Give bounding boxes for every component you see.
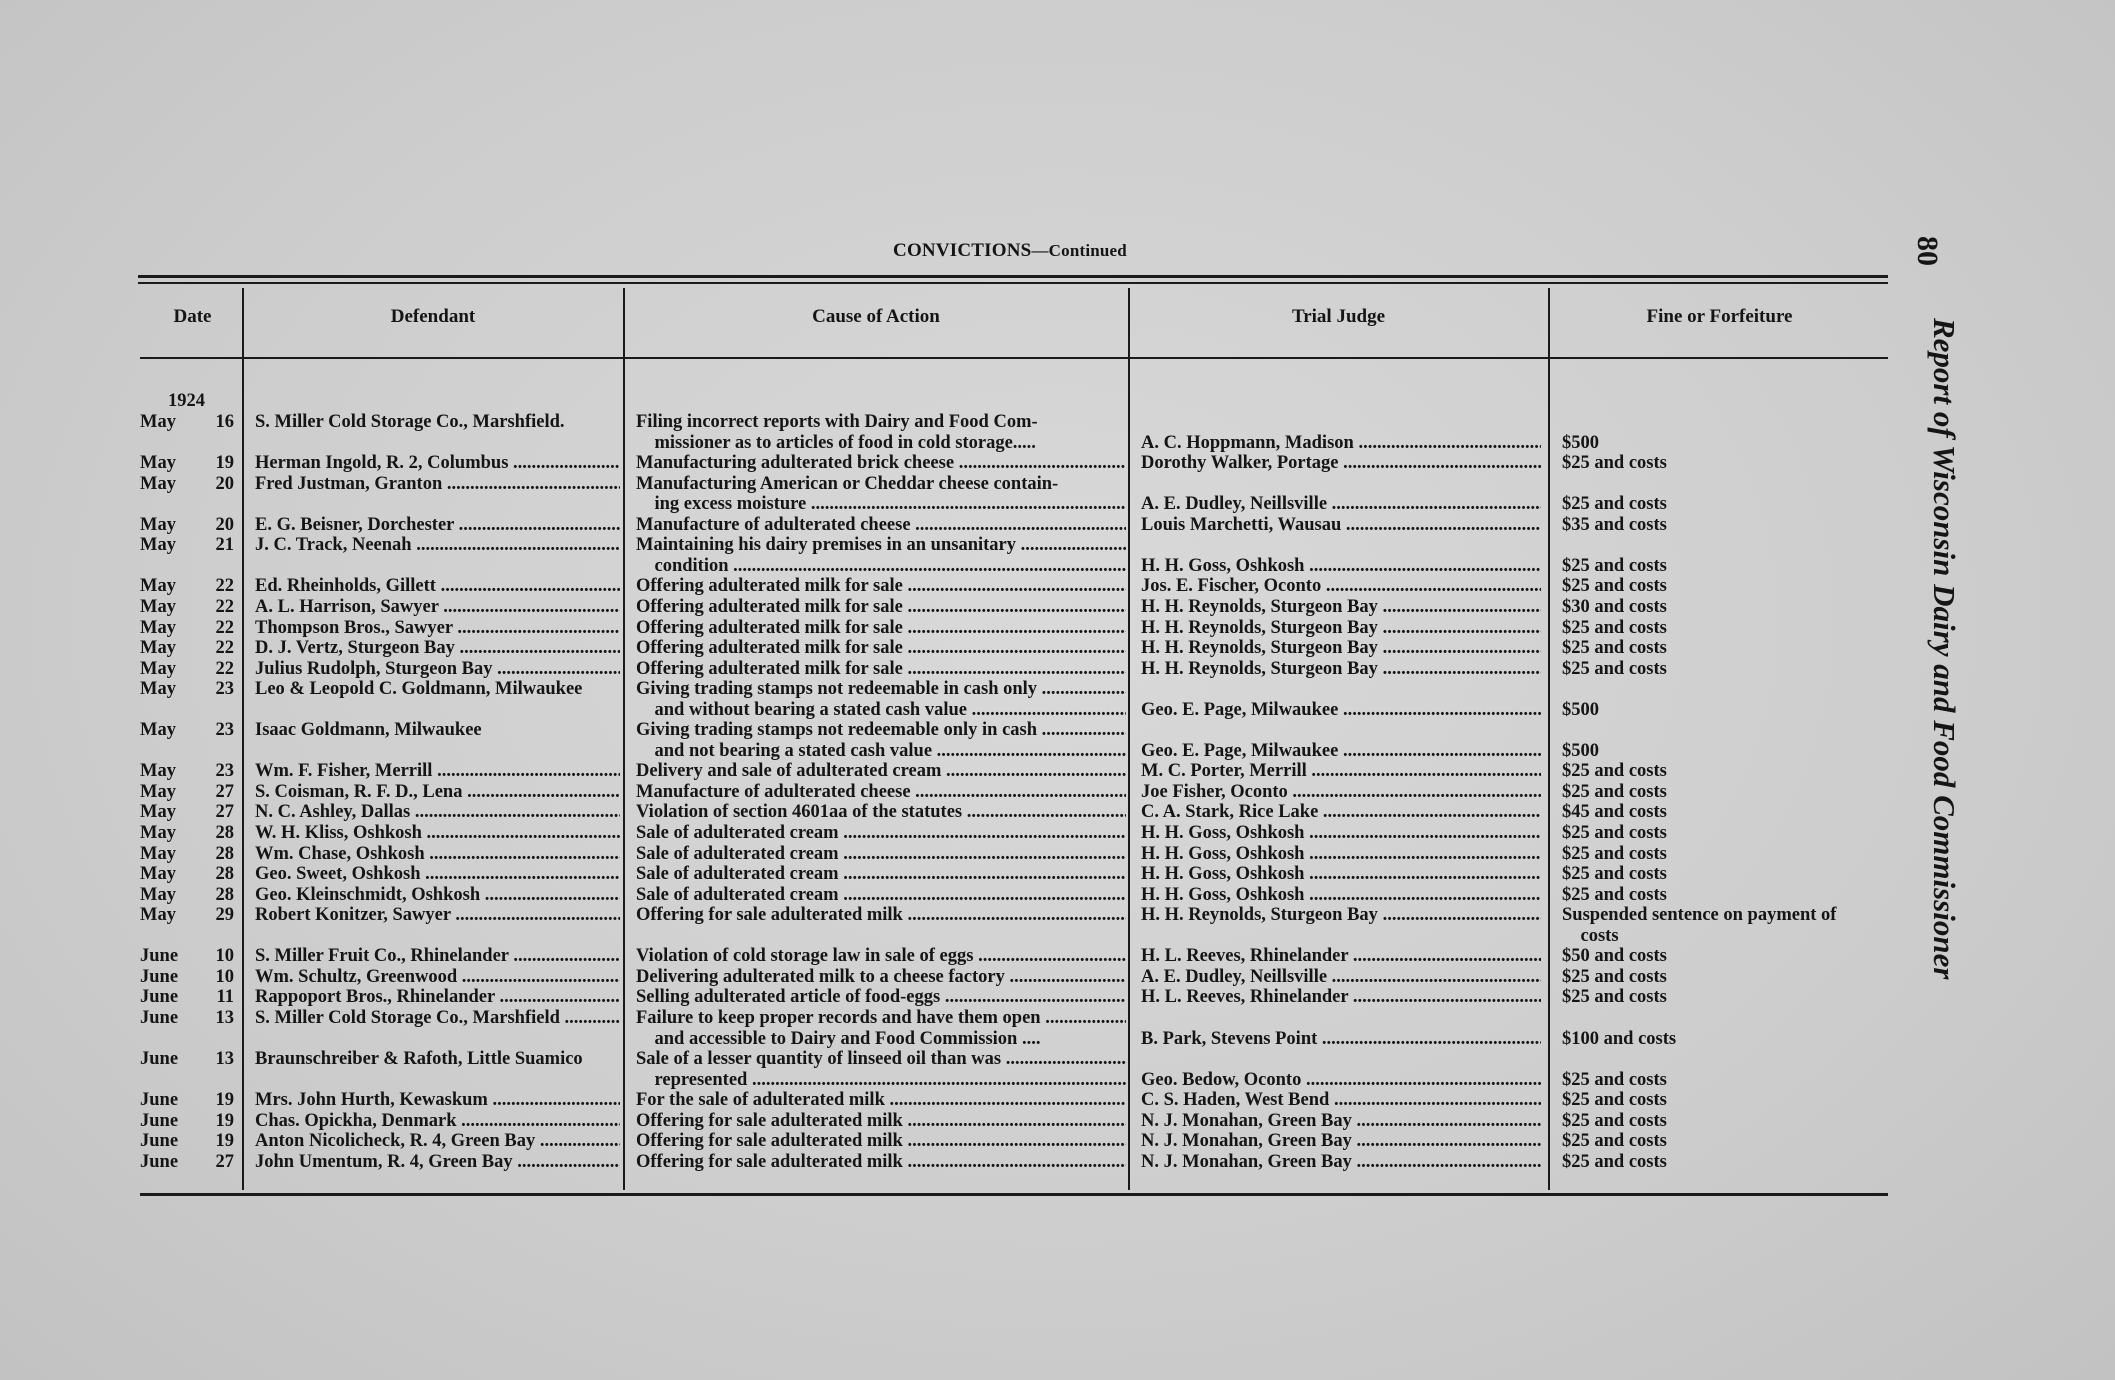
defendant-cell: Robert Konitzer, Sawyer ..... xyxy=(255,905,620,926)
fine-cell: $25 and costs xyxy=(1562,453,1667,474)
cause-cell: Manufacturing American or Cheddar cheese contain- xyxy=(636,473,1059,494)
date-day: 22 xyxy=(215,576,234,597)
date-month: May xyxy=(140,905,176,926)
date-month: June xyxy=(140,966,179,987)
cause-cell: Selling adulterated article of food-eggs ..... xyxy=(636,987,1126,1008)
date-day: 23 xyxy=(215,679,234,700)
date-day: 19 xyxy=(215,1110,234,1131)
table-row xyxy=(0,987,2115,1008)
date-day: 28 xyxy=(215,864,234,885)
judge-cell: Geo. E. Page, Milwaukee ..... xyxy=(1141,741,1541,762)
table-row xyxy=(0,967,2115,988)
fine-cell: $25 and costs xyxy=(1562,658,1667,679)
table-row xyxy=(0,823,2115,844)
cause-cell: Delivering adulterated milk to a cheese factory ..... xyxy=(636,967,1126,988)
date-month: May xyxy=(140,473,176,494)
cause-cell: Filing incorrect reports with Dairy and Food Com- xyxy=(636,412,1038,432)
cause-cell: Manufacture of adulterated cheese ..... xyxy=(636,515,1126,536)
judge-cell: Dorothy Walker, Portage ..... xyxy=(1141,453,1541,474)
date-month: May xyxy=(140,576,176,597)
date-day: 27 xyxy=(215,1151,234,1172)
judge-cell: H. H. Goss, Oshkosh ..... xyxy=(1141,844,1541,865)
fine-cell: $25 and costs xyxy=(1562,1090,1667,1111)
table-row xyxy=(0,679,2115,700)
judge-cell: H. H. Reynolds, Sturgeon Bay ..... xyxy=(1141,659,1541,680)
date-day: 28 xyxy=(215,884,234,905)
table-row xyxy=(0,720,2115,741)
defendant-cell: D. J. Vertz, Sturgeon Bay ..... xyxy=(255,638,620,659)
title-text: CONVICTIONS xyxy=(893,240,1032,261)
fine-cell: $500 xyxy=(1562,699,1599,720)
date-month: May xyxy=(140,596,176,617)
date-month: June xyxy=(140,1090,179,1111)
cause-cell: and without bearing a stated cash value ..... xyxy=(636,700,1126,721)
fine-cell: $45 and costs xyxy=(1562,802,1667,823)
date-month: June xyxy=(140,946,179,967)
date-month: May xyxy=(140,761,176,782)
date-day: 16 xyxy=(215,412,234,432)
cause-cell: Offering for sale adulterated milk ..... xyxy=(636,905,1126,926)
date-day: 20 xyxy=(215,473,234,494)
defendant-cell: J. C. Track, Neenah ..... xyxy=(255,535,620,556)
date-day: 23 xyxy=(215,761,234,782)
fine-cell: $25 and costs xyxy=(1562,1069,1667,1090)
date-month: May xyxy=(140,864,176,885)
fine-cell: $30 and costs xyxy=(1562,596,1667,617)
table-row xyxy=(0,433,2115,454)
table-row xyxy=(0,782,2115,803)
defendant-cell: S. Miller Fruit Co., Rhinelander ..... xyxy=(255,946,620,967)
date-day: 21 xyxy=(215,535,234,556)
table-row xyxy=(0,926,2115,947)
table-row xyxy=(0,905,2115,926)
defendant-cell: Geo. Kleinschmidt, Oshkosh ..... xyxy=(255,885,620,906)
date-day: 11 xyxy=(216,987,234,1008)
table-row xyxy=(0,700,2115,721)
judge-cell: Joe Fisher, Oconto ..... xyxy=(1141,782,1541,803)
date-day: 22 xyxy=(215,658,234,679)
table-row xyxy=(0,515,2115,536)
top-rule xyxy=(138,275,1888,278)
date-month: May xyxy=(140,781,176,802)
judge-cell: H. L. Reeves, Rhinelander ..... xyxy=(1141,946,1541,967)
date-day: 22 xyxy=(215,617,234,638)
table-row xyxy=(0,474,2115,495)
judge-cell: M. C. Porter, Merrill ..... xyxy=(1141,761,1541,782)
fine-cell: $25 and costs xyxy=(1562,781,1667,802)
cause-cell: Offering adulterated milk for sale ..... xyxy=(636,659,1126,680)
date-month: May xyxy=(140,802,176,823)
judge-cell: H. H. Reynolds, Sturgeon Bay ..... xyxy=(1141,618,1541,639)
year-label: 1924 xyxy=(168,391,205,411)
cause-cell: missioner as to articles of food in cold storage..... xyxy=(636,432,1036,453)
table-row xyxy=(0,885,2115,906)
table-row xyxy=(0,1111,2115,1132)
fine-cell: $25 and costs xyxy=(1562,761,1667,782)
defendant-cell: Rappoport Bros., Rhinelander ..... xyxy=(255,987,620,1008)
top-rule-2 xyxy=(138,282,1888,284)
defendant-cell: Wm. F. Fisher, Merrill ..... xyxy=(255,761,620,782)
date-month: May xyxy=(140,514,176,535)
defendant-cell: A. L. Harrison, Sawyer ..... xyxy=(255,597,620,618)
fine-cell: $25 and costs xyxy=(1562,576,1667,597)
judge-cell: A. E. Dudley, Neillsville ..... xyxy=(1141,967,1541,988)
fine-cell: costs xyxy=(1562,925,1619,946)
judge-cell: Geo. Bedow, Oconto ..... xyxy=(1141,1070,1541,1091)
defendant-cell: Wm. Chase, Oshkosh ..... xyxy=(255,844,620,865)
date-month: June xyxy=(140,1049,179,1070)
date-day: 22 xyxy=(215,638,234,659)
cause-cell: Offering adulterated milk for sale ..... xyxy=(636,618,1126,639)
cause-cell: Sale of adulterated cream ..... xyxy=(636,885,1126,906)
page-title xyxy=(810,240,1210,262)
table-row xyxy=(0,802,2115,823)
defendant-cell: S. Miller Cold Storage Co., Marshfield ..... xyxy=(255,1008,620,1029)
judge-cell: Louis Marchetti, Wausau ..... xyxy=(1141,515,1541,536)
date-month: May xyxy=(140,453,176,474)
date-month: May xyxy=(140,823,176,843)
judge-cell: C. A. Stark, Rice Lake ..... xyxy=(1141,802,1541,823)
defendant-cell: S. Coisman, R. F. D., Lena ..... xyxy=(255,782,620,803)
table-row xyxy=(0,576,2115,597)
date-month: May xyxy=(140,720,176,741)
date-day: 28 xyxy=(215,843,234,864)
cause-cell: Sale of adulterated cream ..... xyxy=(636,823,1126,844)
judge-cell: N. J. Monahan, Green Bay ..... xyxy=(1141,1111,1541,1132)
header-defendant: Defendant xyxy=(390,306,476,327)
running-title: Report of Wisconsin Dairy and Food Commissioner xyxy=(1927,318,1962,980)
date-month: May xyxy=(140,617,176,638)
fine-cell: $25 and costs xyxy=(1562,494,1667,515)
fine-cell: $25 and costs xyxy=(1562,864,1667,885)
fine-cell: $100 and costs xyxy=(1562,1028,1677,1049)
table-row xyxy=(0,844,2115,865)
date-month: June xyxy=(140,987,179,1008)
fine-cell: $25 and costs xyxy=(1562,1151,1667,1172)
cause-cell: Offering adulterated milk for sale ..... xyxy=(636,638,1126,659)
fine-cell: $25 and costs xyxy=(1562,638,1667,659)
fine-cell: $35 and costs xyxy=(1562,514,1667,535)
bottom-rule xyxy=(140,1193,1888,1196)
header-rule xyxy=(140,357,1888,359)
judge-cell: N. J. Monahan, Green Bay ..... xyxy=(1141,1152,1541,1173)
fine-cell: $25 and costs xyxy=(1562,823,1667,843)
date-month: May xyxy=(140,884,176,905)
date-day: 22 xyxy=(215,596,234,617)
table-row xyxy=(0,1049,2115,1070)
date-month: May xyxy=(140,843,176,864)
table-row xyxy=(0,1090,2115,1111)
judge-cell: Geo. E. Page, Milwaukee ..... xyxy=(1141,700,1541,721)
date-day: 29 xyxy=(215,905,234,926)
defendant-cell: S. Miller Cold Storage Co., Marshfield. xyxy=(255,412,565,432)
defendant-cell: N. C. Ashley, Dallas ..... xyxy=(255,802,620,823)
date-month: May xyxy=(140,658,176,679)
date-month: May xyxy=(140,412,176,432)
table-row xyxy=(0,741,2115,762)
defendant-cell: Chas. Opickha, Denmark ..... xyxy=(255,1111,620,1132)
cause-cell: Offering adulterated milk for sale ..... xyxy=(636,597,1126,618)
cause-cell: and accessible to Dairy and Food Commission .... xyxy=(636,1028,1041,1049)
cause-cell: Offering for sale adulterated milk ..... xyxy=(636,1152,1126,1173)
cause-cell: Violation of section 4601aa of the statutes ..... xyxy=(636,802,1126,823)
fine-cell: $25 and costs xyxy=(1562,555,1667,576)
table-row xyxy=(0,864,2115,885)
date-month: May xyxy=(140,535,176,556)
fine-cell: $25 and costs xyxy=(1562,966,1667,987)
date-month: June xyxy=(140,1151,179,1172)
fine-cell: $25 and costs xyxy=(1562,987,1667,1008)
judge-cell: Jos. E. Fischer, Oconto ..... xyxy=(1141,576,1541,597)
date-day: 20 xyxy=(215,514,234,535)
date-month: June xyxy=(140,1007,179,1028)
cause-cell: Sale of adulterated cream ..... xyxy=(636,844,1126,865)
table-row xyxy=(0,453,2115,474)
defendant-cell: Wm. Schultz, Greenwood ..... xyxy=(255,967,620,988)
defendant-cell: Anton Nicolicheck, R. 4, Green Bay ..... xyxy=(255,1131,620,1152)
date-month: June xyxy=(140,1131,179,1152)
judge-cell: H. H. Goss, Oshkosh ..... xyxy=(1141,823,1541,844)
cause-cell: Sale of a lesser quantity of linseed oil than was ..... xyxy=(636,1049,1126,1070)
cause-cell: condition ..... xyxy=(636,556,1126,577)
cause-cell: Offering for sale adulterated milk ..... xyxy=(636,1131,1126,1152)
date-day: 13 xyxy=(215,1007,234,1028)
judge-cell: H. H. Reynolds, Sturgeon Bay ..... xyxy=(1141,638,1541,659)
defendant-cell: Herman Ingold, R. 2, Columbus ..... xyxy=(255,453,620,474)
fine-cell: $50 and costs xyxy=(1562,946,1667,967)
judge-cell: B. Park, Stevens Point ..... xyxy=(1141,1029,1541,1050)
table-row xyxy=(0,638,2115,659)
table-row xyxy=(0,946,2115,967)
defendant-cell: Mrs. John Hurth, Kewaskum ..... xyxy=(255,1090,620,1111)
defendant-cell: Leo & Leopold C. Goldmann, Milwaukee xyxy=(255,679,583,700)
cause-cell: For the sale of adulterated milk ..... xyxy=(636,1090,1126,1111)
cause-cell: and not bearing a stated cash value ..... xyxy=(636,741,1126,762)
judge-cell: N. J. Monahan, Green Bay ..... xyxy=(1141,1131,1541,1152)
judge-cell: H. H. Goss, Oshkosh ..... xyxy=(1141,864,1541,885)
table-row xyxy=(0,556,2115,577)
page-number: 80 xyxy=(1911,236,1944,266)
cause-cell: Manufacturing adulterated brick cheese ..... xyxy=(636,453,1126,474)
judge-cell: H. H. Reynolds, Sturgeon Bay ..... xyxy=(1141,905,1541,926)
table-row xyxy=(0,618,2115,639)
date-month: May xyxy=(140,638,176,659)
defendant-cell: Julius Rudolph, Sturgeon Bay ..... xyxy=(255,659,620,680)
date-day: 27 xyxy=(215,781,234,802)
date-day: 10 xyxy=(215,946,234,967)
cause-cell: Violation of cold storage law in sale of eggs ..... xyxy=(636,946,1126,967)
defendant-cell: W. H. Kliss, Oshkosh ..... xyxy=(255,823,620,844)
table-row xyxy=(0,412,2115,433)
fine-cell: $25 and costs xyxy=(1562,617,1667,638)
table-row xyxy=(0,761,2115,782)
judge-cell: H. H. Goss, Oshkosh ..... xyxy=(1141,556,1541,577)
cause-cell: Maintaining his dairy premises in an unsanitary ..... xyxy=(636,535,1126,556)
defendant-cell: Geo. Sweet, Oshkosh ..... xyxy=(255,864,620,885)
date-day: 19 xyxy=(215,1131,234,1152)
fine-cell: $25 and costs xyxy=(1562,843,1667,864)
table-row xyxy=(0,494,2115,515)
table-row xyxy=(0,535,2115,556)
table-row xyxy=(0,1131,2115,1152)
cause-cell: Sale of adulterated cream ..... xyxy=(636,864,1126,885)
date-day: 27 xyxy=(215,802,234,823)
header-judge: Trial Judge xyxy=(1291,306,1386,327)
judge-cell: A. E. Dudley, Neillsville ..... xyxy=(1141,494,1541,515)
defendant-cell: Thompson Bros., Sawyer ..... xyxy=(255,618,620,639)
date-day: 19 xyxy=(215,1090,234,1111)
cause-cell: Manufacture of adulterated cheese ..... xyxy=(636,782,1126,803)
cause-cell: Failure to keep proper records and have them open ..... xyxy=(636,1008,1126,1029)
table-row xyxy=(0,659,2115,680)
fine-cell: $500 xyxy=(1562,740,1599,761)
date-day: 10 xyxy=(215,966,234,987)
cause-cell: Giving trading stamps not redeemable in cash only ..... xyxy=(636,679,1126,700)
date-day: 23 xyxy=(215,720,234,741)
table-row xyxy=(0,1070,2115,1091)
judge-cell: H. H. Reynolds, Sturgeon Bay ..... xyxy=(1141,597,1541,618)
fine-cell: $25 and costs xyxy=(1562,1131,1667,1152)
header-cause: Cause of Action xyxy=(812,306,940,327)
defendant-cell: Braunschreiber & Rafoth, Little Suamico xyxy=(255,1049,583,1070)
defendant-cell: Isaac Goldmann, Milwaukee xyxy=(255,720,482,741)
defendant-cell: John Umentum, R. 4, Green Bay ..... xyxy=(255,1152,620,1173)
date-month: June xyxy=(140,1110,179,1131)
header-date: Date xyxy=(173,306,212,327)
fine-cell: $25 and costs xyxy=(1562,884,1667,905)
header-fine: Fine or Forfeiture xyxy=(1646,306,1793,327)
table-row xyxy=(0,1029,2115,1050)
defendant-cell: Ed. Rheinholds, Gillett ..... xyxy=(255,576,620,597)
fine-cell: $25 and costs xyxy=(1562,1110,1667,1131)
table-row xyxy=(0,1152,2115,1173)
table-row xyxy=(0,597,2115,618)
date-day: 13 xyxy=(215,1049,234,1070)
cause-cell: represented ..... xyxy=(636,1070,1126,1091)
date-day: 28 xyxy=(215,823,234,843)
judge-cell: A. C. Hoppmann, Madison ..... xyxy=(1141,433,1541,454)
fine-cell: Suspended sentence on payment of xyxy=(1562,905,1837,926)
cause-cell: Offering for sale adulterated milk ..... xyxy=(636,1111,1126,1132)
cause-cell: ing excess moisture ..... xyxy=(636,494,1126,515)
fine-cell: $500 xyxy=(1562,432,1599,453)
judge-cell: H. L. Reeves, Rhinelander ..... xyxy=(1141,987,1541,1008)
title-suffix: —Continued xyxy=(1031,241,1127,260)
date-month: May xyxy=(140,679,176,700)
date-day: 19 xyxy=(215,453,234,474)
cause-cell: Delivery and sale of adulterated cream ..... xyxy=(636,761,1126,782)
table-row xyxy=(0,1008,2115,1029)
defendant-cell: E. G. Beisner, Dorchester ..... xyxy=(255,515,620,536)
cause-cell: Offering adulterated milk for sale ..... xyxy=(636,576,1126,597)
cause-cell: Giving trading stamps not redeemable only in cash ..... xyxy=(636,720,1126,741)
judge-cell: C. S. Haden, West Bend ..... xyxy=(1141,1090,1541,1111)
defendant-cell: Fred Justman, Granton ..... xyxy=(255,474,620,495)
judge-cell: H. H. Goss, Oshkosh ..... xyxy=(1141,885,1541,906)
